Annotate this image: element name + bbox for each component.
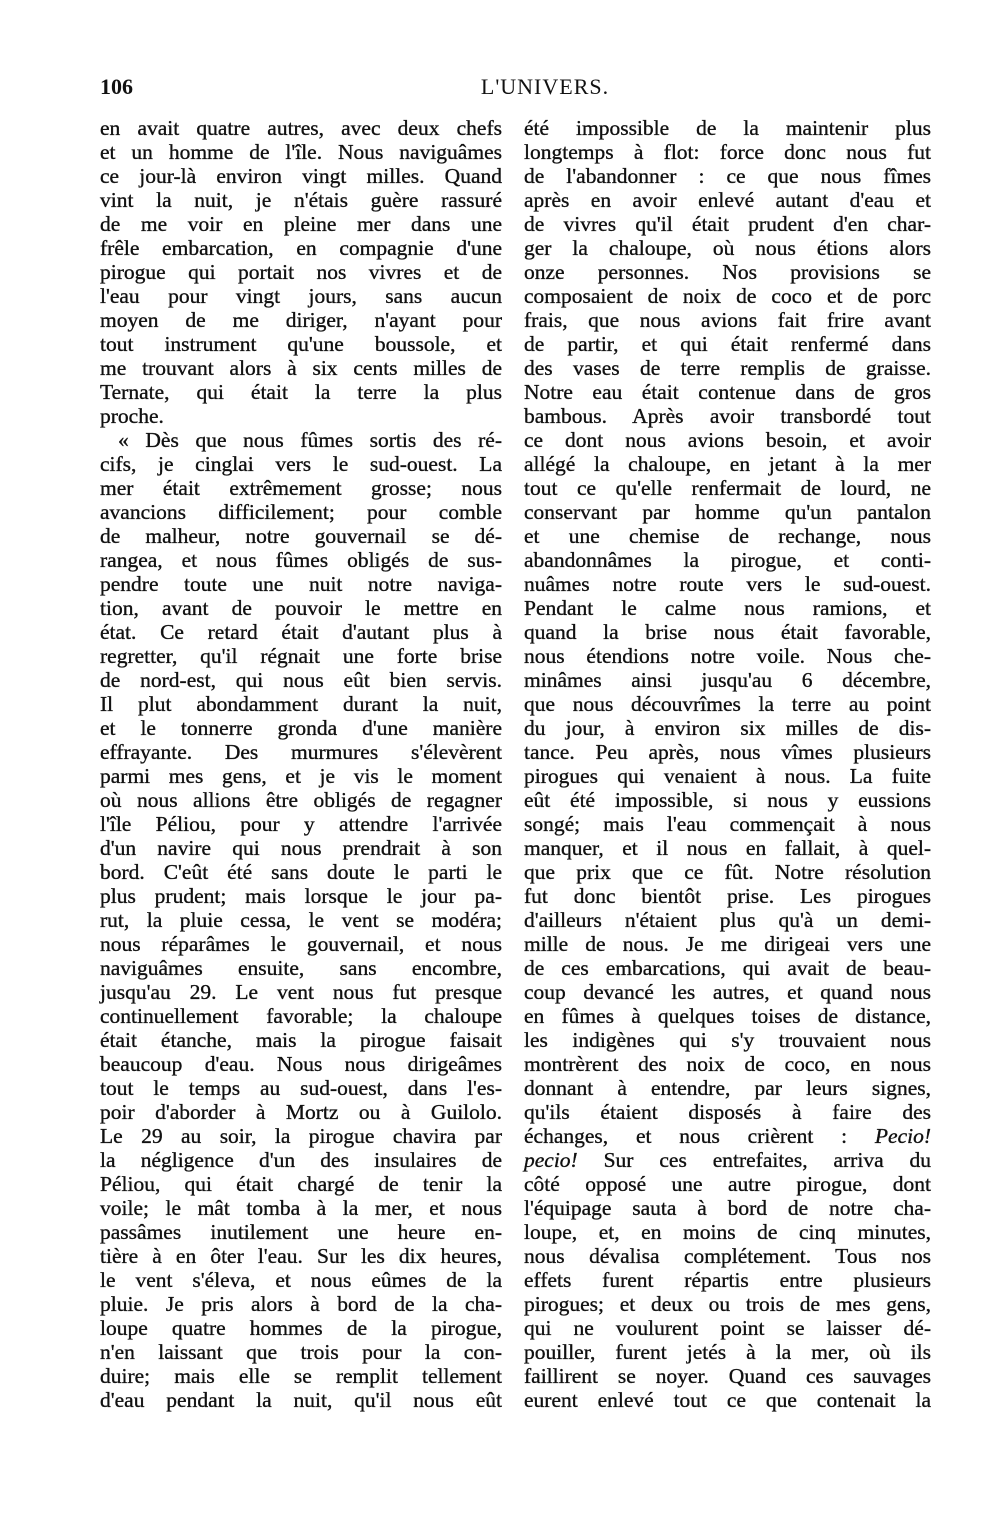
text-line: naviguâmes ensuite, sans encombre, xyxy=(100,956,502,980)
text-line: d'eau pendant la nuit, qu'il nous eût xyxy=(100,1388,502,1412)
text-line: pirogues qui venaient à nous. La fuite xyxy=(524,764,931,788)
text-line: état. Ce retard était d'autant plus à xyxy=(100,620,502,644)
text-line: effets furent répartis entre plusieurs xyxy=(524,1268,931,1292)
text-line: de vivres qu'il était prudent d'en char- xyxy=(524,212,931,236)
text-line: tout instrument qu'une boussole, et xyxy=(100,332,502,356)
text-line: Le 29 au soir, la pirogue chavira par xyxy=(100,1124,502,1148)
text-line: et un homme de l'île. Nous naviguâmes xyxy=(100,140,502,164)
text-line: composaient de noix de coco et de porc xyxy=(524,284,931,308)
text-line: me trouvant alors à six cents milles de xyxy=(100,356,502,380)
text-line: de ces embarcations, qui avait de beau- xyxy=(524,956,931,980)
text-line xyxy=(524,1148,931,1172)
text-line: qu'ils étaient disposés à faire des xyxy=(524,1100,931,1124)
text-line: d'ailleurs n'étaient plus qu'à un demi- xyxy=(524,908,931,932)
text-line: pouiller, furent jetés à la mer, où ils xyxy=(524,1340,931,1364)
text-line: l'eau pour vingt jours, sans aucun xyxy=(100,284,502,308)
text-line: en fûmes à quelques toises de distance, xyxy=(524,1004,931,1028)
text-line: été impossible de la maintenir plus xyxy=(524,116,931,140)
text-line: l'équipage sauta à bord de notre cha- xyxy=(524,1196,931,1220)
text-line: continuellement favorable; la chaloupe xyxy=(100,1004,502,1028)
text-line: d'un navire qui nous prendrait à son xyxy=(100,836,502,860)
text-line: la négligence d'un des insulaires de xyxy=(100,1148,502,1172)
text-line: onze personnes. Nos provisions se xyxy=(524,260,931,284)
text-line: en avait quatre autres, avec deux chefs xyxy=(100,116,502,140)
text-line: nous étendions notre voile. Nous che- xyxy=(524,644,931,668)
text-segment: échanges, et nous crièrent : xyxy=(524,1124,875,1148)
text-line: plus prudent; mais lorsque le jour pa- xyxy=(100,884,502,908)
text-line: de me voir en pleine mer dans une xyxy=(100,212,502,236)
text-line: « Dès que nous fûmes sortis des ré- xyxy=(118,428,502,452)
text-line: ger la chaloupe, où nous étions alors xyxy=(524,236,931,260)
text-line: de l'abandonner : ce que nous fîmes xyxy=(524,164,931,188)
text-line: abandonnâmes la pirogue, et conti- xyxy=(524,548,931,572)
text-line: cifs, je cinglai vers le sud-ouest. La xyxy=(100,452,502,476)
text-line: faillirent se noyer. Quand ces sauvages xyxy=(524,1364,931,1388)
text-line: passâmes inutilement une heure en- xyxy=(100,1220,502,1244)
text-line: donnant à entendre, par leurs signes, xyxy=(524,1076,931,1100)
italic-text: Pecio! xyxy=(874,1124,931,1148)
text-line: que nous découvrîmes la terre au point xyxy=(524,692,931,716)
text-line: et le tonnerre gronda d'une manière xyxy=(100,716,502,740)
text-line: rut, la pluie cessa, le vent se modéra; xyxy=(100,908,502,932)
running-title: L'UNIVERS. xyxy=(480,74,610,99)
text-line: où nous allions être obligés de regagner xyxy=(100,788,502,812)
text-line: fut donc bientôt prise. Les pirogues xyxy=(524,884,931,908)
text-line xyxy=(524,1124,931,1148)
text-line: effrayante. Des murmures s'élevèrent xyxy=(100,740,502,764)
text-line: jusqu'au 29. Le vent nous fut presque xyxy=(100,980,502,1004)
text-line: mille de nous. Je me dirigeai vers une xyxy=(524,932,931,956)
text-line: conservant par homme qu'un pantalon xyxy=(524,500,931,524)
text-line: eût été impossible, si nous y eussions xyxy=(524,788,931,812)
text-line: quand la brise nous était favorable, xyxy=(524,620,931,644)
text-column-right xyxy=(524,116,931,1412)
text-line: pirogue qui portait nos vivres et de xyxy=(100,260,502,284)
text-line: pendre toute une nuit notre naviga- xyxy=(100,572,502,596)
text-line: mer était extrêmement grosse; nous xyxy=(100,476,502,500)
text-line: tance. Peu après, nous vîmes plusieurs xyxy=(524,740,931,764)
text-line: Ternate, qui était la terre la plus xyxy=(100,380,502,404)
text-line: voile; le mât tomba à la mer, et nous xyxy=(100,1196,502,1220)
text-line: n'en laissant que trois pour la con- xyxy=(100,1340,502,1364)
text-line: l'île Péliou, pour y attendre l'arrivée xyxy=(100,812,502,836)
text-line: rangea, et nous fûmes obligés de sus- xyxy=(100,548,502,572)
text-line: Pendant le calme nous ramions, et xyxy=(524,596,931,620)
text-line: après en avoir enlevé autant d'eau et xyxy=(524,188,931,212)
text-line: manquer, et il nous en fallait, à quel- xyxy=(524,836,931,860)
text-line: frais, que nous avions fait frire avant xyxy=(524,308,931,332)
text-line: bord. C'eût été sans doute le parti le xyxy=(100,860,502,884)
text-line: des vases de terre remplis de graisse. xyxy=(524,356,931,380)
text-line: les indigènes qui s'y trouvaient nous xyxy=(524,1028,931,1052)
text-line: et une chemise de rechange, nous xyxy=(524,524,931,548)
text-line: beaucoup d'eau. Nous nous dirigeâmes xyxy=(100,1052,502,1076)
text-line: ce jour-là environ vingt milles. Quand xyxy=(100,164,502,188)
text-line: frêle embarcation, en compagnie d'une xyxy=(100,236,502,260)
text-line: de partir, et qui était renfermé dans xyxy=(524,332,931,356)
text-line: nous réparâmes le gouvernail, et nous xyxy=(100,932,502,956)
text-line: moyen de me diriger, n'ayant pour xyxy=(100,308,502,332)
text-line: allégé la chaloupe, en jetant à la mer xyxy=(524,452,931,476)
text-line: loupe, et, en moins de cinq minutes, xyxy=(524,1220,931,1244)
text-line: de nord-est, qui nous eût bien servis. xyxy=(100,668,502,692)
text-line: minâmes ainsi jusqu'au 6 décembre, xyxy=(524,668,931,692)
text-line: montrèrent des noix de coco, en nous xyxy=(524,1052,931,1076)
text-line: était étanche, mais la pirogue faisait xyxy=(100,1028,502,1052)
text-line: tout le temps au sud-ouest, dans l'es- xyxy=(100,1076,502,1100)
text-line: que prix que ce fût. Notre résolution xyxy=(524,860,931,884)
text-line: poir d'aborder à Mortz ou à Guilolo. xyxy=(100,1100,502,1124)
text-line: le vent s'éleva, et nous eûmes de la xyxy=(100,1268,502,1292)
text-line: vint la nuit, je n'étais guère rassuré xyxy=(100,188,502,212)
text-line: pluie. Je pris alors à bord de la cha- xyxy=(100,1292,502,1316)
text-line: ce dont nous avions besoin, et avoir xyxy=(524,428,931,452)
text-line: coup devancé les autres, et quand nous xyxy=(524,980,931,1004)
text-line: tière à en ôter l'eau. Sur les dix heures, xyxy=(100,1244,502,1268)
text-line: de malheur, notre gouvernail se dé- xyxy=(100,524,502,548)
text-segment: Sur ces entrefaites, arriva du xyxy=(577,1148,931,1172)
text-column-left xyxy=(100,116,502,1412)
text-line: Péliou, qui était chargé de tenir la xyxy=(100,1172,502,1196)
text-line: Il plut abondamment durant la nuit, xyxy=(100,692,502,716)
text-line: pirogues; et deux ou trois de mes gens, xyxy=(524,1292,931,1316)
text-line: loupe quatre hommes de la pirogue, xyxy=(100,1316,502,1340)
text-line: eurent enlevé tout ce que contenait la xyxy=(524,1388,931,1412)
text-line: proche. xyxy=(100,404,164,428)
text-line: duire; mais elle se remplit tellement xyxy=(100,1364,502,1388)
text-line: avancions difficilement; pour comble xyxy=(100,500,502,524)
text-line: du jour, à environ six milles de dis- xyxy=(524,716,931,740)
text-line: nous dévalisa complétement. Tous nos xyxy=(524,1244,931,1268)
text-line: regretter, qu'il régnait une forte brise xyxy=(100,644,502,668)
text-line: bambous. Après avoir transbordé tout xyxy=(524,404,931,428)
text-line: tion, avant de pouvoir le mettre en xyxy=(100,596,502,620)
text-line: longtemps à flot: force donc nous fut xyxy=(524,140,931,164)
text-line: Notre eau était contenue dans de gros xyxy=(524,380,931,404)
text-line: nuâmes notre route vers le sud-ouest. xyxy=(524,572,931,596)
text-line: songé; mais l'eau commençait à nous xyxy=(524,812,931,836)
text-line: qui ne voulurent point se laisser dé- xyxy=(524,1316,931,1340)
text-line: tout ce qu'elle renfermait de lourd, ne xyxy=(524,476,931,500)
text-line: côté opposé une autre pirogue, dont xyxy=(524,1172,931,1196)
page-number: 106 xyxy=(100,74,133,99)
italic-text: pecio! xyxy=(524,1148,578,1172)
text-line: parmi mes gens, et je vis le moment xyxy=(100,764,502,788)
